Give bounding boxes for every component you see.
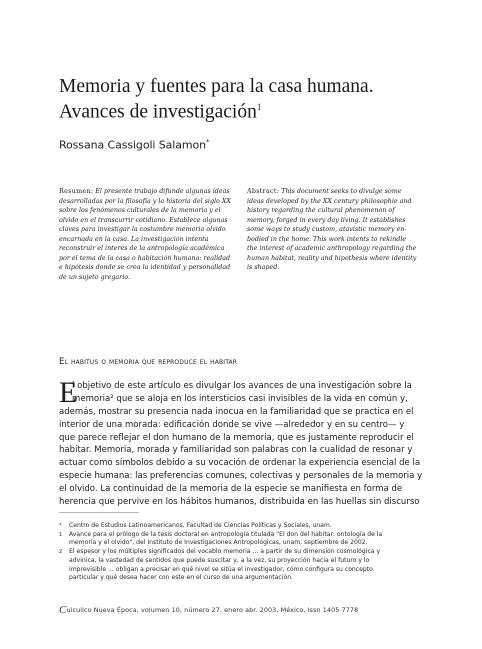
abstract-line: claves para investigar la costumbre memoria olvido (59, 226, 226, 233)
footnote-marker: 2 (59, 549, 63, 556)
footnote-marker: * (59, 523, 62, 529)
footnote-divider (59, 512, 139, 513)
drop-cap: E (59, 376, 78, 409)
footnote-line: particular y qué desea hacer con este en el curso de una argumentación. (69, 574, 293, 582)
body-line: interior de una morada: edificación donde se vive —alrededor y en su centro— y (59, 419, 405, 430)
footnotes (59, 522, 429, 583)
abstract-line: is shaped. (247, 264, 280, 271)
abstract-line: some ways to study custom, atavistic memory en- (247, 226, 407, 233)
abstract-heading-en: Abstract: (247, 188, 280, 195)
author-name-text: Rossana Cassigoli Salamon (59, 138, 206, 152)
abstract-line: history regarding the cultural phenomenon of (247, 207, 395, 214)
footnote-line: Avance para el prólogo de la tesis doctoral en antropología titulada "El don del habitar: ontología de la (69, 530, 383, 538)
body-line: memoria² que se aloja en los intersticios casi invisibles de la vida en común y, (72, 393, 408, 404)
body-line: actuar como símbolos debido a su vocación de ordenar la experiencia esencial de la (59, 458, 421, 469)
body-line: el olvido. La continuidad de la memoria de la especie se manifiesta en forma de (59, 484, 403, 495)
abstract-heading-es: Resumen: (59, 188, 94, 195)
footnote-line: memoria y el olvido", del Instituto de Investigaciones Antropológicas, unam, septiembre de 2002. (69, 539, 368, 547)
article-title (59, 76, 439, 123)
body-line: que parece reflejar el don humano de la memoria, que es justamente reproducir el (59, 432, 414, 443)
abstract-line: memory, forged in every day living. It establishes (247, 216, 406, 224)
title-line-2 (59, 97, 439, 123)
body-line: herencia que pervive en los hábitos humanos, distribuida en las huellas sin discurso (59, 497, 420, 508)
abstract-line: the interest of academic anthropology regarding the (247, 245, 417, 252)
journal-logo-letter: C (59, 604, 67, 616)
author-name (59, 138, 209, 152)
footnote-line: advinica, la vastedad de sentidos que puede suscitar y, a la vez, su proyección hacia el futuro y lo (69, 556, 370, 564)
body-paragraph (59, 376, 425, 509)
abstract-line (247, 187, 433, 197)
footnote-author (59, 522, 429, 531)
title-line-1: Memoria y fuentes para la casa humana. (59, 76, 374, 97)
journal-footer-text: uicuilco Nueva Época, volumen 10, número 27, enero abr. 2003, México, issn 1405 7778 (66, 606, 359, 614)
abstract-line: por el tema de la casa o habitación humana: realidad (59, 254, 231, 262)
section-heading: El habitus o memoria que reproduce el habitar (59, 357, 238, 367)
abstract-line: olvido en el transcurrir cotidiano. Establece algunas (59, 216, 228, 224)
abstract-line: reconstruir el interés de la antropología académica (59, 245, 225, 252)
abstract-line (59, 187, 245, 197)
abstract-line: ideas developed by the XX century philosophie and (247, 197, 412, 205)
abstract-line: desarrolladas por la filosofía y la historia del siglo XX (59, 197, 231, 205)
footnote-1 (59, 531, 429, 548)
abstract-line: de un sujeto gregario. (59, 273, 130, 281)
footnote-2 (59, 548, 429, 583)
abstract-spanish (59, 187, 245, 282)
abstract-text: El presente trabajo difunde algunas ideas (95, 188, 230, 195)
footnote-marker: 1 (59, 531, 63, 538)
body-line: especie humana: las preferencias comunes, colectivas y personales de la memoria y (59, 471, 423, 482)
author-footnote-marker: * (206, 138, 210, 146)
abstract-line: human habitat, reality and hipothesis where identity (247, 254, 417, 262)
title-footnote-marker: 1 (256, 102, 262, 112)
title-line-2-text: Avances de investigación (59, 101, 257, 123)
footnote-line: Centro de Estudios Latinoamericanos, Facultad de Ciencias Políticas y Sociales, unam. (69, 522, 332, 529)
body-line: además, mostrar su presencia nada inocua en la familiaridad que se practica en el (59, 406, 414, 417)
abstract-line: encarnada en la casa. La investigación intenta (59, 235, 209, 243)
abstract-text: This document seeks to divulge some (281, 188, 402, 195)
footnote-line: imprevisible ... obligan a precisar en qué nivel se sitúa el investigador, cómo configura su concepto (69, 565, 373, 573)
journal-footer (59, 604, 358, 616)
abstract-line: e hipótesis donde se crea la identidad y personalidad (59, 264, 231, 271)
abstract-line: bodied in the home. This work intents to rekindle (247, 235, 407, 243)
abstract-line: sobre los fenómenos culturales de la memoria y el (59, 207, 221, 214)
body-line: habitar. Memoria, morada y familiaridad son palabras con la cualidad de resonar y (59, 445, 413, 456)
body-line: l objetivo de este artículo es divulgar los avances de una investigación sobre la (72, 381, 412, 391)
abstract-english (247, 187, 433, 273)
footnote-line: El espesor y los múltiples significados del vocablo memoria ... a partir de su dimensión cosmológica y (69, 548, 381, 556)
